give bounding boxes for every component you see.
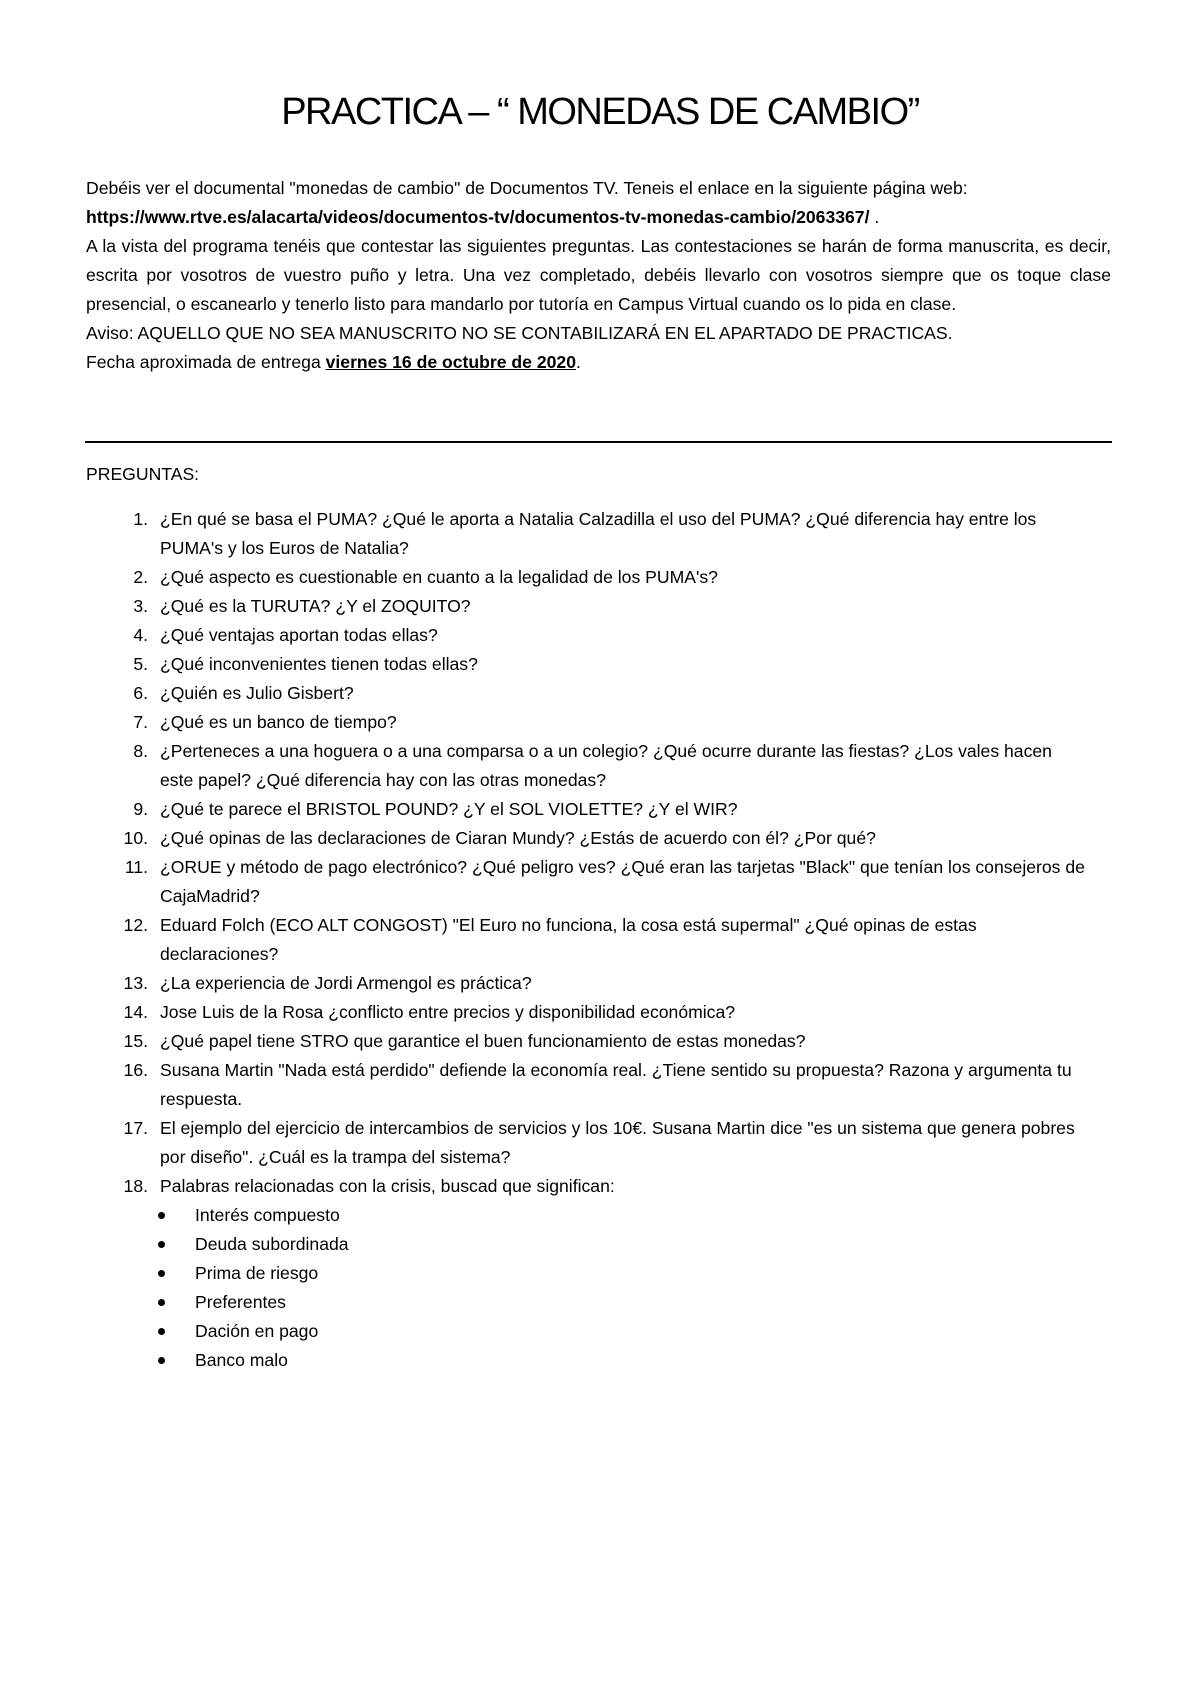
question-number: 15. bbox=[123, 1031, 148, 1051]
question-number: 12. bbox=[123, 915, 148, 935]
intro-section bbox=[86, 174, 1111, 377]
question-item bbox=[0, 679, 1090, 708]
deadline-prefix: Fecha aproximada de entrega bbox=[86, 352, 326, 372]
deadline-line bbox=[86, 348, 1111, 377]
question-item bbox=[0, 795, 1090, 824]
question-text: Susana Martin "Nada está perdido" defiende la economía real. ¿Tiene sentido su propuesta? Razona y argumenta tu respuesta. bbox=[160, 1060, 1072, 1109]
question-item bbox=[0, 911, 1090, 969]
question-item bbox=[0, 505, 1090, 563]
questions-heading: PREGUNTAS: bbox=[86, 464, 200, 484]
question-text: ¿ORUE y método de pago electrónico? ¿Qué peligro ves? ¿Qué eran las tarjetas "Black" que tenían los consejeros de CajaMadrid? bbox=[160, 857, 1085, 906]
bullet-icon bbox=[158, 1212, 165, 1219]
question-item bbox=[0, 1114, 1090, 1172]
question-item bbox=[0, 563, 1090, 592]
question-number: 17. bbox=[123, 1118, 148, 1138]
question-text: ¿Qué papel tiene STRO que garantice el buen funcionamiento de estas monedas? bbox=[160, 1031, 806, 1051]
question-item bbox=[0, 737, 1090, 795]
bullet-icon bbox=[158, 1299, 165, 1306]
question-number: 14. bbox=[123, 1002, 148, 1022]
question-text: ¿La experiencia de Jordi Armengol es práctica? bbox=[160, 973, 532, 993]
horizontal-divider bbox=[85, 441, 1112, 443]
question-number: 3. bbox=[133, 596, 148, 616]
question-number: 5. bbox=[133, 654, 148, 674]
question-number: 8. bbox=[133, 741, 148, 761]
deadline-date: viernes 16 de octubre de 2020 bbox=[325, 352, 576, 372]
question-number: 7. bbox=[133, 712, 148, 732]
question-item bbox=[0, 969, 1090, 998]
crisis-term-item bbox=[0, 1259, 1200, 1288]
question-text: ¿Qué es un banco de tiempo? bbox=[160, 712, 397, 732]
aviso-notice: Aviso: AQUELLO QUE NO SEA MANUSCRITO NO SE CONTABILIZARÁ EN EL APARTADO DE PRACTICAS. bbox=[86, 323, 953, 343]
crisis-term-item bbox=[0, 1288, 1200, 1317]
crisis-terms-list bbox=[0, 1201, 1200, 1375]
question-text: El ejemplo del ejercicio de intercambios de servicios y los 10€. Susana Martin dice "es un sistema que genera pobres por diseño". ¿Cuál es la trampa del sistema? bbox=[160, 1118, 1075, 1167]
crisis-term-text: Interés compuesto bbox=[195, 1205, 340, 1225]
documentary-link[interactable]: https://www.rtve.es/alacarta/videos/documentos-tv/documentos-tv-monedas-cambio/2063367/ bbox=[86, 207, 870, 227]
question-text: ¿Qué es la TURUTA? ¿Y el ZOQUITO? bbox=[160, 596, 471, 616]
crisis-term-item bbox=[0, 1317, 1200, 1346]
bullet-icon bbox=[158, 1328, 165, 1335]
crisis-term-item bbox=[0, 1346, 1200, 1375]
question-text: ¿Qué ventajas aportan todas ellas? bbox=[160, 625, 438, 645]
document-title: PRACTICA – “ MONEDAS DE CAMBIO” bbox=[281, 91, 919, 133]
question-item bbox=[0, 998, 1090, 1027]
crisis-term-text: Preferentes bbox=[195, 1292, 286, 1312]
bullet-icon bbox=[158, 1270, 165, 1277]
question-item bbox=[0, 592, 1090, 621]
question-text: ¿Qué aspecto es cuestionable en cuanto a la legalidad de los PUMA's? bbox=[160, 567, 718, 587]
question-number: 9. bbox=[133, 799, 148, 819]
url-line bbox=[86, 203, 1111, 232]
question-text: ¿Qué te parece el BRISTOL POUND? ¿Y el SOL VIOLETTE? ¿Y el WIR? bbox=[160, 799, 738, 819]
question-text: ¿Perteneces a una hoguera o a una comparsa o a un colegio? ¿Qué ocurre durante las fiestas? ¿Los vales hacen este papel? ¿Qué diferencia hay con las otras monedas? bbox=[160, 741, 1052, 790]
question-text: ¿Qué inconvenientes tienen todas ellas? bbox=[160, 654, 478, 674]
bullet-icon bbox=[158, 1241, 165, 1248]
question-text: Palabras relacionadas con la crisis, buscad que significan: bbox=[160, 1176, 615, 1196]
question-number: 1. bbox=[133, 509, 148, 529]
intro-line: Debéis ver el documental "monedas de cambio" de Documentos TV. Teneis el enlace en la siguiente página web: bbox=[86, 178, 968, 198]
crisis-term-item bbox=[0, 1230, 1200, 1259]
question-item bbox=[0, 1027, 1090, 1056]
question-number: 13. bbox=[123, 973, 148, 993]
question-number: 2. bbox=[133, 567, 148, 587]
deadline-suffix: . bbox=[575, 352, 581, 372]
question-item bbox=[0, 1056, 1090, 1114]
bullet-icon bbox=[158, 1357, 165, 1364]
question-text: Jose Luis de la Rosa ¿conflicto entre precios y disponibilidad económica? bbox=[160, 1002, 736, 1022]
question-number: 16. bbox=[123, 1060, 148, 1080]
question-item bbox=[0, 650, 1090, 679]
question-text: ¿Qué opinas de las declaraciones de Ciaran Mundy? ¿Estás de acuerdo con él? ¿Por qué? bbox=[160, 828, 876, 848]
crisis-term-text: Dación en pago bbox=[195, 1321, 319, 1341]
question-item bbox=[0, 824, 1090, 853]
question-text: ¿En qué se basa el PUMA? ¿Qué le aporta a Natalia Calzadilla el uso del PUMA? ¿Qué diferencia hay entre los PUMA's y los Euros de Natalia? bbox=[160, 509, 1037, 558]
question-item bbox=[0, 708, 1090, 737]
crisis-term-text: Deuda subordinada bbox=[195, 1234, 349, 1254]
questions-list bbox=[0, 505, 1200, 1375]
question-number: 11. bbox=[124, 857, 148, 877]
question-text: Eduard Folch (ECO ALT CONGOST) "El Euro no funciona, la cosa está supermal" ¿Qué opinas de estas declaraciones? bbox=[160, 915, 977, 964]
crisis-term-item bbox=[0, 1201, 1200, 1230]
instructions-paragraph: A la vista del programa tenéis que contestar las siguientes preguntas. Las contestaciones se harán de forma manuscrita, es decir, escrita por vosotros de vuestro puño y letra. Una vez completado, debéis llevarlo con vosotros siempre que os toque clase presencial, o escanearlo y tenerlo listo para mandarlo por tutoría en Campus Virtual cuando os lo pida en clase. bbox=[86, 236, 1111, 314]
question-number: 6. bbox=[133, 683, 148, 703]
question-number: 18. bbox=[123, 1176, 148, 1196]
question-item bbox=[0, 853, 1090, 911]
question-number: 4. bbox=[133, 625, 148, 645]
crisis-term-text: Banco malo bbox=[195, 1350, 288, 1370]
url-suffix: . bbox=[874, 207, 880, 227]
question-item bbox=[0, 1172, 1090, 1201]
question-number: 10. bbox=[123, 828, 148, 848]
question-text: ¿Quién es Julio Gisbert? bbox=[160, 683, 354, 703]
question-item bbox=[0, 621, 1090, 650]
crisis-term-text: Prima de riesgo bbox=[195, 1263, 319, 1283]
